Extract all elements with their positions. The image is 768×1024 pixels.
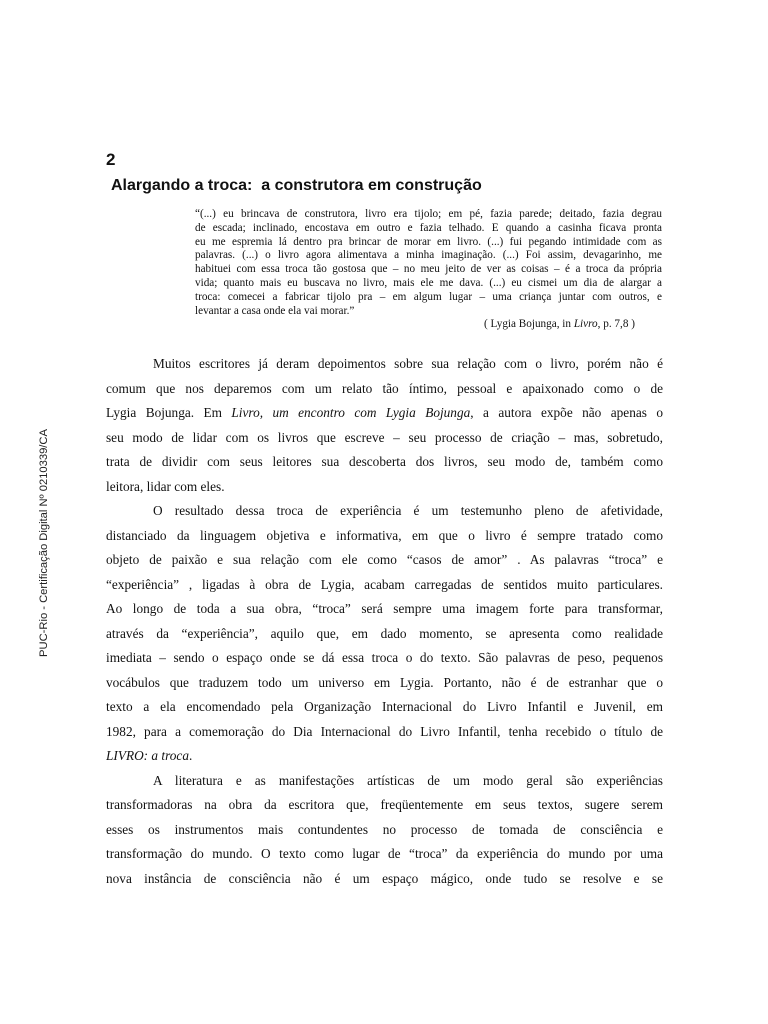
chapter-title: Alargando a troca: a construtora em construção — [111, 177, 482, 194]
body-text-run: , a autora expõe não apenas o — [470, 405, 663, 420]
source-prefix: ( Lygia Bojunga, in — [484, 318, 574, 330]
book-title: Livro, um encontro com Lygia Bojunga — [231, 405, 471, 420]
body-line: texto a ela encomendado pela Organização Internacional do Livro Infantil e Juvenil, em — [106, 699, 663, 714]
epigraph-line: palavras. (...) o livro agora alimentava a minha imaginação. (...) Foi assim, devagarinho, me — [195, 249, 662, 262]
body-line: vocábulos que traduzem todo um universo em Lygia. Portanto, não é de estranhar que o — [106, 674, 663, 690]
source-suffix: , p. 7,8 ) — [597, 318, 635, 330]
body-line: A literatura e as manifestações artísticas de um modo geral são experiências — [153, 772, 663, 788]
epigraph-line: eu me espremia lá dentro pra brincar de morar em livro. (...) fui pegando intimidade com as — [195, 235, 662, 248]
body-line: Ao longo de toda a sua obra, “troca” será sempre uma imagem forte para transformar, — [106, 601, 663, 616]
body-line: através da “experiência”, aquilo que, em dado momento, se apresenta como realidade — [106, 625, 663, 641]
body-line: seu modo de lidar com os livros que escreve – seu processo de criação – mas, sobretudo, — [106, 429, 663, 445]
epigraph-line: vida; quanto mais eu buscava no livro, mais ele me dava. (...) eu cismei um dia de alargar a — [195, 276, 662, 289]
certification-side-note: PUC-Rio - Certificação Digital Nº 0210339/CA — [38, 429, 50, 657]
book-title: LIVRO: a troca — [106, 748, 189, 763]
epigraph-source — [484, 318, 635, 330]
body-line: leitora, lidar com eles. — [106, 478, 225, 494]
chapter-number: 2 — [106, 150, 116, 169]
epigraph-line: de escada; inclinado, encostava em outro e fazia telhado. E quando a casinha ficava pronta — [195, 221, 662, 234]
body-line: esses os instrumentos mais contundentes no processo de tomada de consciência e — [106, 821, 663, 837]
body-line — [106, 744, 663, 769]
source-book-title: Livro — [573, 318, 598, 330]
body-line: 1982, para a comemoração do Dia Internacional do Livro Infantil, tenha recebido o título de — [106, 723, 663, 739]
body-text-run: Lygia Bojunga. Em — [106, 405, 232, 420]
body-line: O resultado dessa troca de experiência é um testemunho pleno de afetividade, — [153, 503, 663, 518]
epigraph-line: levantar a casa onde ela vai morar.” — [195, 304, 355, 317]
body-line — [106, 401, 663, 426]
body-text-run: . — [188, 748, 193, 763]
body-line: objeto de paixão e sua relação com ele como “casos de amor” . As palavras “troca” e — [106, 552, 663, 567]
epigraph-line: troca: comecei a fabricar tijolo pra – em algum lugar – uma criança juntar com outros, e — [195, 290, 662, 303]
body-line: Muitos escritores já deram depoimentos sobre sua relação com o livro, porém não é — [153, 356, 663, 371]
body-line: comum que nos deparemos com um relato tão íntimo, pessoal e apaixonado como o de — [106, 380, 663, 396]
body-line: “experiência” , ligadas à obra de Lygia, acabam carregadas de sentidos muito particulares. — [106, 576, 663, 592]
body-line: trata de dividir com seus leitores sua descoberta dos livros, seu modo de, também como — [106, 454, 663, 469]
epigraph-quote — [195, 208, 662, 318]
body-line: nova instância de consciência não é um espaço mágico, onde tudo se resolve e se — [106, 870, 663, 886]
body-line: transformação do mundo. O texto como lugar de “troca” da experiência do mundo por uma — [106, 846, 663, 861]
body-line: transformadoras na obra da escritora que, freqüentemente em seus textos, sugere serem — [106, 797, 663, 812]
epigraph-line: habituei com essa troca tão gostosa que – no meu jeito de ver as coisas – é a troca da própria — [195, 263, 662, 276]
body-line: imediata – sendo o espaço onde se dá essa troca o do texto. São palavras de peso, pequenos — [106, 650, 663, 665]
epigraph-line: “(...) eu brincava de construtora, livro era tijolo; em pé, fazia parede; deitado, fazia degrau — [195, 208, 662, 220]
body-line: distanciado da linguagem objetiva e informativa, em que o livro é sempre tratado como — [106, 527, 663, 543]
body-text — [106, 352, 663, 891]
